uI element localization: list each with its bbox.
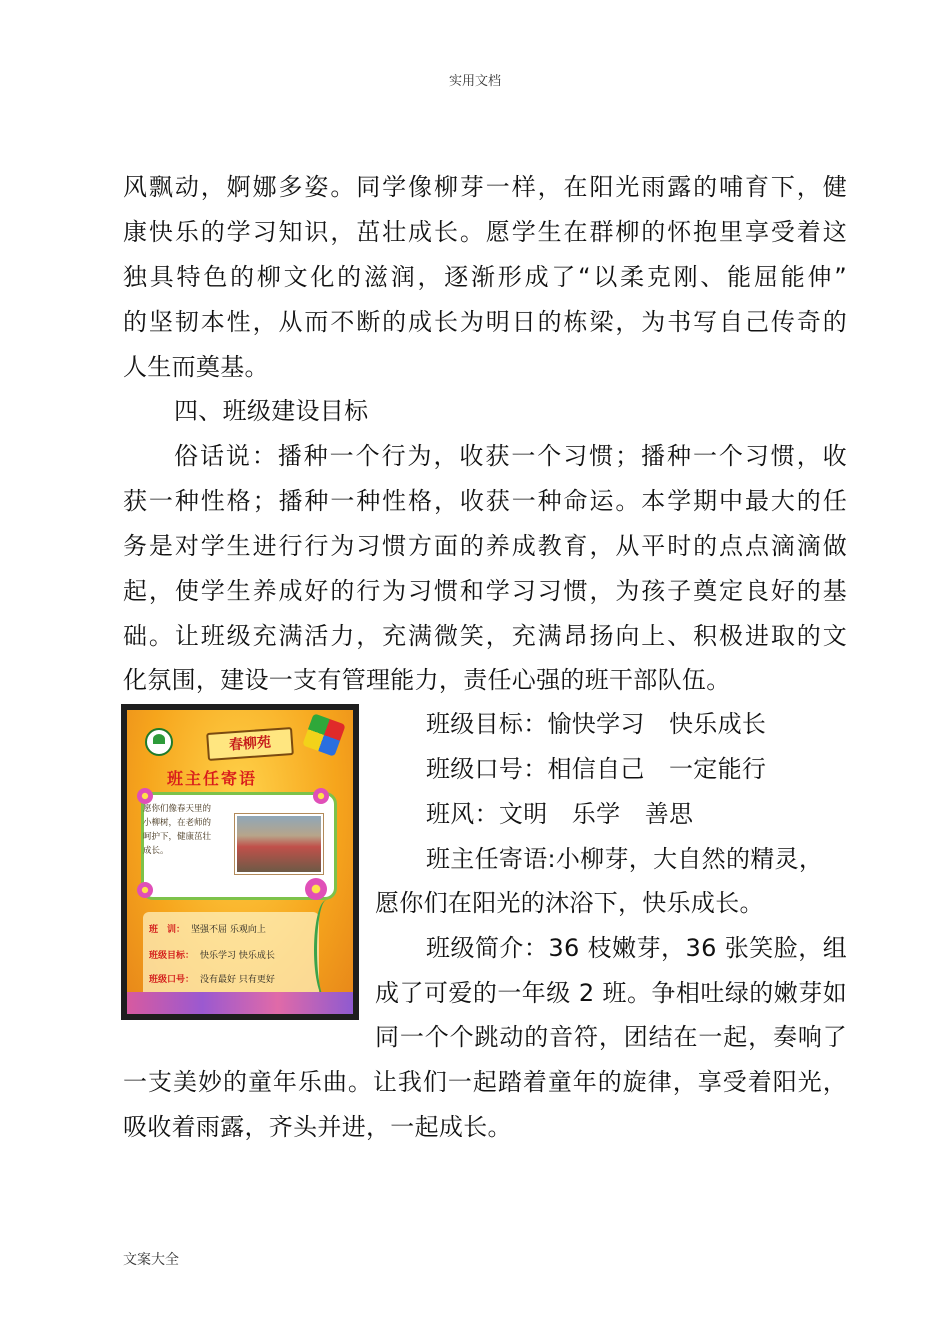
class-style: 班风：文明 乐学 善思 <box>426 800 694 828</box>
poster-card-text: 愿你们像春天里的小柳树，在老师的呵护下，健康茁壮成长。 <box>143 804 212 856</box>
paragraph-line: 康快乐的学习知识，茁壮成长。愿学生在群柳的怀抱里享受着这 <box>123 218 847 246</box>
teacher-message: 愿你们在阳光的沐浴下，快乐成长。 <box>375 889 764 917</box>
poster-subtitle: 班主任寄语 <box>166 769 257 788</box>
poster-row <box>149 924 266 936</box>
poster-background <box>127 710 353 1014</box>
pinwheel-icon <box>302 713 346 757</box>
paragraph-line: 化氛围，建设一支有管理能力，责任心强的班干部队伍。 <box>123 666 731 694</box>
poster-row-key: 班 训： <box>149 925 186 935</box>
paragraph-line: 的坚韧本性，从而不断的成长为明日的栋梁，为书写自己传奇的 <box>123 308 847 336</box>
paragraph-line: 风飘动，婀娜多姿。同学像柳芽一样，在阳光雨露的哺育下，健 <box>123 173 847 201</box>
poster-row-key: 班级口号： <box>149 975 195 985</box>
poster-row-value: 快乐学习 快乐成长 <box>200 951 275 961</box>
class-intro-line: 班级简介：36 枝嫩芽，36 张笑脸，组 <box>426 934 847 962</box>
class-intro-line: 同一个个跳动的音符，团结在一起，奏响了 <box>375 1023 847 1051</box>
page-header: 实用文档 <box>448 74 501 89</box>
class-intro-line: 成了可爱的一年级 2 班。争相吐绿的嫩芽如 <box>375 979 847 1007</box>
poster-title: 春柳苑 <box>206 727 294 761</box>
section-heading: 四、班级建设目标 <box>174 397 369 425</box>
flower-border-decoration <box>127 992 353 1014</box>
poster-row-key: 班级目标： <box>149 951 195 961</box>
paragraph-line: 获一种性格；播种一种性格，收获一种命运。本学期中最大的任 <box>123 487 847 515</box>
flower-icon <box>313 788 329 804</box>
class-goal: 班级目标：愉快学习 快乐成长 <box>426 710 767 738</box>
teacher-message: 班主任寄语:小柳芽，大自然的精灵， <box>426 845 824 873</box>
paragraph-line: 务是对学生进行行为习惯方面的养成教育，从平时的点点滴滴做 <box>123 532 847 560</box>
paragraph-line: 起，使学生养成好的行为习惯和学习习惯，为孩子奠定良好的基 <box>123 577 847 605</box>
class-photo <box>235 814 323 874</box>
class-poster-image <box>121 704 359 1020</box>
poster-row-value: 没有最好 只有更好 <box>200 975 275 985</box>
poster-row-value: 坚强不屈 乐观向上 <box>191 925 266 935</box>
flower-icon <box>137 788 153 804</box>
class-slogan: 班级口号：相信自己 一定能行 <box>426 755 767 783</box>
poster-row <box>149 950 275 962</box>
class-intro-line: 吸收着雨露，齐头并进，一起成长。 <box>123 1113 512 1141</box>
flower-icon <box>305 878 327 900</box>
paragraph-line: 独具特色的柳文化的滋润，逐渐形成了“以柔克刚、能屈能伸” <box>123 263 847 291</box>
vine-decoration <box>314 900 339 1000</box>
paragraph-line: 础。让班级充满活力，充满微笑，充满昂扬向上、积极进取的文 <box>123 622 847 650</box>
school-logo-icon <box>145 728 173 756</box>
flower-icon <box>137 882 153 898</box>
paragraph-line: 人生而奠基。 <box>123 353 269 381</box>
poster-row <box>149 974 275 986</box>
class-intro-line: 一支美妙的童年乐曲。让我们一起踏着童年的旋律，享受着阳光， <box>123 1068 847 1096</box>
paragraph-line: 俗话说：播种一个行为，收获一个习惯；播种一个习惯，收 <box>174 442 847 470</box>
page-footer: 文案大全 <box>123 1252 179 1268</box>
